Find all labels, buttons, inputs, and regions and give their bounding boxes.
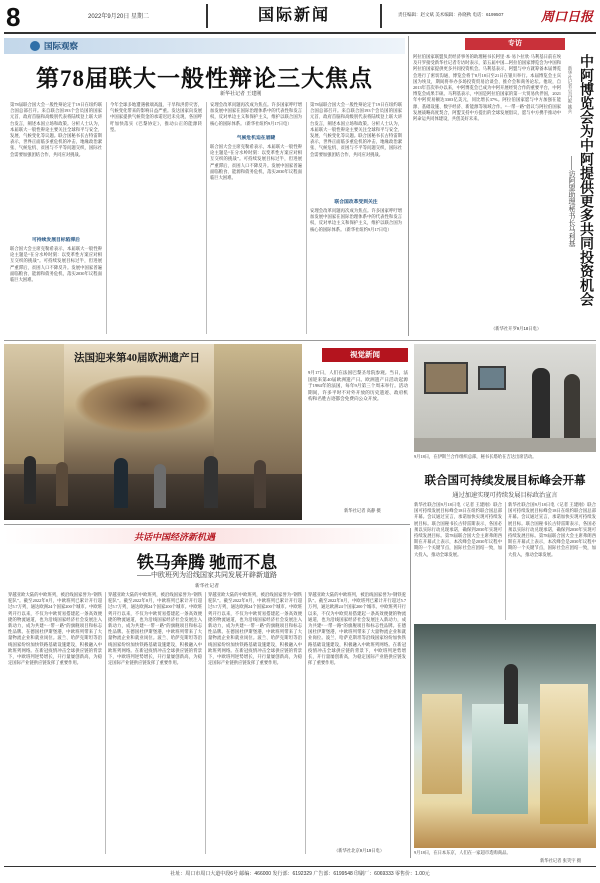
- interview-subhead: ——访阿盟助理秘书长马利基: [568, 156, 575, 247]
- sidebar-interview: [411, 36, 596, 336]
- interview-byline: 新华社记者 吴丹妮 姚兵: [568, 66, 573, 114]
- article-col4: 安理会改革问题再次成为焦点。许多国家呼吁增加发展中国家在国际治理体系中的代表性和发言权，反对单边主义和保护主义，维护以联合国为核心的国际体系。（新华社纽约9月17日电）: [210, 102, 302, 126]
- photo-credit: 新华社记者 高静 摄: [344, 508, 381, 513]
- article-byline: 新华社记者 王建刚: [220, 91, 262, 97]
- un-summit-subhead: 通过加速实现可持续发展目标政治宣言: [452, 492, 558, 499]
- editor-info: 责任编辑：赵文斌 美术编辑：孙晓秋 电话：6199507: [398, 12, 504, 17]
- exhibition-photo: [414, 344, 596, 452]
- rail-col3: 穿越亚欧大陆的中欧班列，被沿线国家誉为“钢铁驼队”。截至2022年8月，中欧班列已累计开行超过5.7万列，通达欧洲24个国家200个城市。中欧班列开行以来，不仅为中欧贸易搭建起一条高效便捷的物流通道，也为沿线国家经济社会发展注入新动力，成为共建“一带一路”的旗舰项目和标志性品牌。在德国杜伊斯堡港，中欧班列带来了大量物流企业和就业岗位。波兰、哈萨克斯坦等沿线国家纷纷加快铁路基础设施建设，积极融入中欧班列网络。在新冠疫情冲击全球供应链的背景下，中欧班列逆势增长，开行量屡创新高，为稳定国际产业链供应链发挥了重要作用。: [208, 592, 302, 666]
- right-photo-caption: 9月18日，在伊斯兰合作组织总部，秘书长塔哈在吉达出席活动。: [414, 454, 537, 459]
- rail-source: （新华社北京9月19日电）: [334, 848, 385, 853]
- un-summit-article: [414, 472, 596, 622]
- rail-article: [4, 528, 410, 858]
- interview-headline: 中阿博览会为中阿提供更多共同投资机会: [578, 54, 593, 306]
- subhead-a: 可持续发展目标陷滞后: [32, 238, 80, 243]
- rail-col2: 穿越亚欧大陆的中欧班列，被沿线国家誉为“钢铁驼队”。截至2022年8月，中欧班列已累计开行超过5.7万列，通达欧洲24个国家200个城市。中欧班列开行以来，不仅为中欧贸易搭建起一条高效便捷的物流通道，也为沿线国家经济社会发展注入新动力，成为共建“一带一路”的旗舰项目和标志性品牌。在德国杜伊斯堡港，中欧班列带来了大量物流企业和就业岗位。波兰、哈萨克斯坦等沿线国家纷纷加快铁路基础设施建设，积极融入中欧班列网络。在新冠疫情冲击全球供应链的背景下，中欧班列逆势增长，开行量屡创新高，为稳定国际产业链供应链发挥了重要作用。: [108, 592, 202, 666]
- article-col5b: 安理会改革问题再次成为焦点。许多国家呼吁增加发展中国家在国际治理体系中的代表性和发言权，反对单边主义和保护主义，维护以联合国为核心的国际体系。（新华社纽约9月17日电）: [310, 208, 402, 232]
- page-footer: 社址：周口市周口大道中段6号 邮编：466000 发行部：6192329 广告部：6199548 印刷厂：6069333 零售价：1.00元: [170, 871, 430, 877]
- paper-logo: 周口日报: [541, 9, 594, 24]
- supermarket-caption: 9月18日，在日本东京，人们在一家超市选购商品。: [414, 850, 511, 855]
- rail-col4: 穿越亚欧大陆的中欧班列，被沿线国家誉为“钢铁驼队”。截至2022年8月，中欧班列已累计开行超过5.7万列，通达欧洲24个国家200个城市。中欧班列开行以来，不仅为中欧贸易搭建起一条高效便捷的物流通道，也为沿线国家经济社会发展注入新动力，成为共建“一带一路”的旗舰项目和标志性品牌。在德国杜伊斯堡港，中欧班列带来了大量物流企业和就业岗位。波兰、哈萨克斯坦等沿线国家纷纷加快铁路基础设施建设，积极融入中欧班列网络。在新冠疫情冲击全球供应链的背景下，中欧班列逆势增长，开行量屡创新高，为稳定国际产业链供应链发挥了重要作用。: [308, 592, 406, 666]
- visual-news-tag: 视觉新闻: [322, 348, 408, 362]
- rail-title: 铁马奔腾 驰而不息: [136, 553, 278, 572]
- article-col2: 联合国大会主席克勒希表示，本届联大一般性辩论主题是“在分水岭时刻：以变革性方案应对相互交织的挑战”。可持续发展目标过半，但进展严重滞后，贫困人口不降反升。发展中国家普遍面临粮食、能源和债务危机，落实2030年议程面临巨大困难。: [10, 246, 102, 283]
- globe-icon: [30, 41, 40, 51]
- section-banner: [206, 4, 382, 28]
- interview-source: （新华社开罗9月18日电）: [491, 326, 542, 331]
- rail-tag: 共话中国经济新机遇: [134, 532, 216, 542]
- section-tag-bar: [4, 38, 405, 54]
- top-article: [4, 38, 405, 338]
- article-col1: 第78届联合国大会一般性辩论定于19日在纽约联合国总部召开。来自联合国193个会员国的国家元首、政府首脑和高级别代表将陆续登上联大讲台发言，阐述本国立场和政策。分析人士认为，本届联大一般性辩论主要关注全球和平与安全、发展、气候变化等议题。联合国秘书长古特雷斯表示，世界正面临多重危机的冲击，地缘政治紧张、气候危机、贫困与不平等问题交织，国际社会需要加强团结合作，共同应对挑战。: [10, 102, 102, 157]
- supermarket-photo: [414, 624, 596, 848]
- section-title: 国际新闻: [257, 7, 330, 24]
- article-col5: 第78届联合国大会一般性辩论定于19日在纽约联合国总部召开。来自联合国193个会员国的国家元首、政府首脑和高级别代表将陆续登上联大讲台发言，阐述本国立场和政策。分析人士认为，本届联大一般性辩论主要关注全球和平与安全、发展、气候变化等议题。联合国秘书长古特雷斯表示，世界正面临多重危机的冲击，地缘政治紧张、气候危机、贫困与不平等问题交织，国际社会需要加强团结合作，共同应对挑战。: [310, 102, 402, 157]
- subhead-c: 联合国改革受到关注: [334, 200, 378, 205]
- rail-subhead: ——中欧班列为沿线国家共同发展开辟新道路: [137, 572, 277, 579]
- un-summit-title: 联合国可持续发展目标峰会开幕: [424, 475, 586, 487]
- supermarket-credit: 新华社记者 张笑宇 摄: [540, 858, 582, 863]
- rail-tag-bar: [4, 528, 410, 544]
- rail-byline: 新华社记者: [195, 584, 219, 589]
- notre-dame-photo: [4, 344, 302, 520]
- section-tag: 国际观察: [44, 41, 79, 51]
- rail-col1: 穿越亚欧大陆的中欧班列，被沿线国家誉为“钢铁驼队”。截至2022年8月，中欧班列已累计开行超过5.7万列，通达欧洲24个国家200个城市。中欧班列开行以来，不仅为中欧贸易搭建起一条高效便捷的物流通道，也为沿线国家经济社会发展注入新动力，成为共建“一带一路”的旗舰项目和标志性品牌。在德国杜伊斯堡港，中欧班列带来了大量物流企业和就业岗位。波兰、哈萨克斯坦等沿线国家纷纷加快铁路基础设施建设，积极融入中欧班列网络。在新冠疫情冲击全球供应链的背景下，中欧班列逆势增长，开行量屡创新高，为稳定国际产业链供应链发挥了重要作用。: [8, 592, 102, 666]
- interview-body: 阿拉伯国家联盟负责经济事务的助理秘书长阿里·本·易卜拉欣·马利基日前在埃及开罗接受新华社记者专访时表示，第五届中国—阿拉伯国家博览会为中国和阿拉伯国家提供更多共同投资机会。马利基表示，阿盟与中方就筹备本届博览会进行了密切沟通，博览会将于8月18日至21日在银川举行。本届博览会主宾国为埃及，期间将举办多场投资贸易洽谈会、推介会和商务论坛。他说，自2013年首次举办以来，中阿博览会已成为中阿开展经贸合作的重要平台，中阿博览会成果丰硕。马利基表示，中国是阿拉伯国家的第一大贸易伙伴国，2021年中阿贸易额达3303亿美元，同比增长37%。阿拉伯国家愿与中方加强在能源、基础设施、数字经济、新能源等领域合作。“一带一路”倡议与阿拉伯国家发展战略高度契合，阿盟支持中方提出的全球发展倡议，愿与中方携手推动中阿命运共同体建设，共创美好未来。: [413, 54, 561, 122]
- photo-news-right: [414, 344, 596, 470]
- un-summit-body-2: 新华社联合国9月18日电（记者 王建刚）联合国可持续发展目标峰会18日在纽约联合国总部开幕。会议通过宣言，承诺加快实现可持续发展目标。联合国秘书长古特雷斯表示，各国必须以实际行动兑现承诺，确保到2030年实现可持续发展目标。第78届联合国大会主席弗朗西斯在开幕式上表示，本次峰会是2030年议程中期的一个关键节点，国际社会应团结一致，加大投入，推动全球发展。: [508, 502, 596, 557]
- un-summit-body: 新华社联合国9月18日电（记者 王建刚）联合国可持续发展目标峰会18日在纽约联合国总部开幕。会议通过宣言，承诺加快实现可持续发展目标。联合国秘书长古特雷斯表示，各国必须以实际行动兑现承诺，确保到2030年实现可持续发展目标。第78届联合国大会主席弗朗西斯在开幕式上表示，本次峰会是2030年议程中期的一个关键节点，国际社会应团结一致，加大投入，推动全球发展。: [414, 502, 502, 557]
- photo-news-left: [4, 344, 410, 520]
- interview-tag: 专访: [465, 38, 565, 50]
- subhead-b: 气候危机迫在眉睫: [236, 136, 276, 141]
- issue-date: 2022年9月20日 星期二: [88, 14, 150, 20]
- article-col4b: 联合国大会主席克勒希表示，本届联大一般性辩论主题是“在分水岭时刻：以变革性方案应对相互交织的挑战”。可持续发展目标过半，但进展严重滞后，贫困人口不降反升。发展中国家普遍面临粮食、能源和债务危机，落实2030年议程面临巨大困难。: [210, 144, 302, 181]
- page-number: 8: [6, 2, 21, 32]
- photo-title-overlay: 法国迎来第40届欧洲遗产日: [74, 353, 200, 364]
- photo-caption: 9月17日，人们在法国巴黎圣母院参观。当日，法国迎来第40届欧洲遗产日。欧洲遗产日活动起源于1984年的法国，每年9月第三个周末举行。活动期间，许多平时不对外开放的历史遗迹、政府机构和名胜古迹都会免费向公众开放。: [308, 370, 408, 402]
- article-col3: 今年全球多地遭遇极端高温、干旱和洪涝灾害，气候变化带来的影响日益严重。发达国家向发展中国家提供气候资金的承诺迟迟未兑现，各国呼吁加快落实《巴黎协定》，推动公正的能源转型。: [110, 102, 202, 132]
- article-title: 第78届联大一般性辩论三大焦点: [36, 66, 373, 91]
